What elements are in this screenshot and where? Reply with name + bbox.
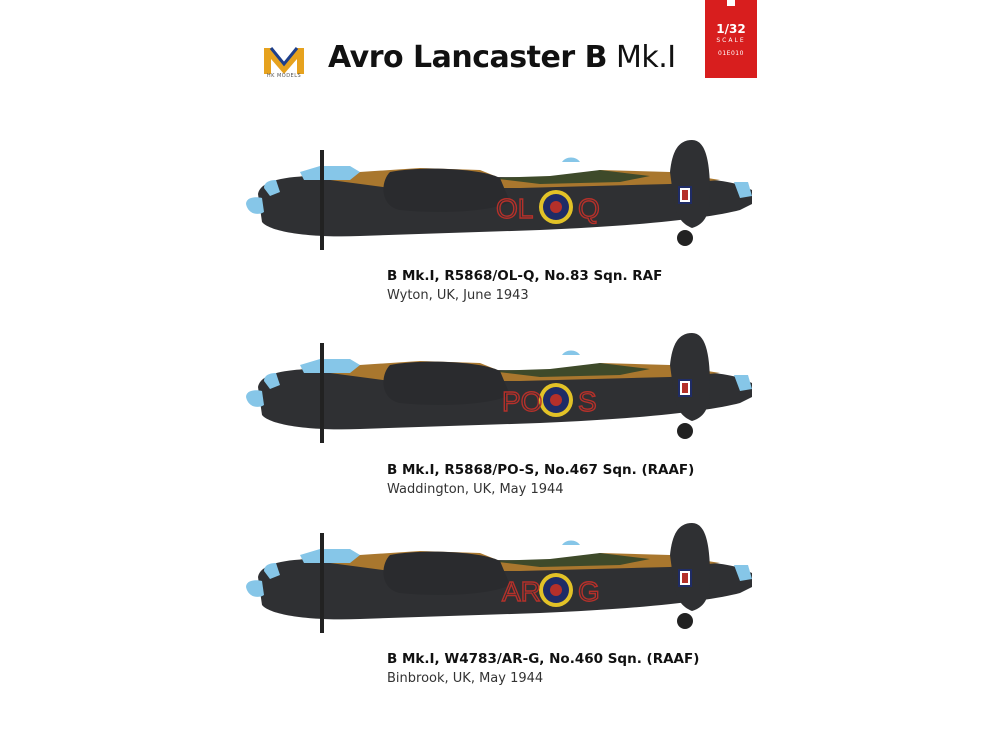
hk-models-logo: [262, 44, 306, 76]
code-left: PO: [502, 386, 543, 417]
scheme-location: Waddington, UK, May 1944: [387, 482, 564, 497]
code-right: Q: [578, 193, 600, 224]
caption-2: [387, 462, 694, 497]
title-bold: Avro Lancaster B: [328, 40, 607, 75]
badge-notch: [727, 0, 735, 6]
scheme-title: B Mk.I, R5868/OL-Q, No.83 Sqn. RAF: [387, 268, 663, 284]
code-left: OL: [496, 193, 534, 224]
aircraft-profile-3: [240, 515, 760, 635]
caption-3: [387, 651, 699, 686]
caption-1: [387, 268, 662, 303]
code-right: S: [578, 386, 597, 417]
brand-label: HK MODELS: [266, 73, 302, 79]
kit-code: 01E010: [718, 50, 744, 57]
scheme-title: B Mk.I, W4783/AR-G, No.460 Sqn. (RAAF): [387, 651, 700, 667]
aircraft-profile-2: [240, 325, 760, 445]
scale-value: 1/32: [716, 22, 746, 36]
aircraft-body: [246, 523, 752, 633]
scheme-location: Wyton, UK, June 1943: [387, 288, 529, 303]
scale-badge: [705, 0, 757, 78]
code-right: G: [578, 576, 600, 607]
page-title: [328, 40, 676, 75]
scheme-title: B Mk.I, R5868/PO-S, No.467 Sqn. (RAAF): [387, 462, 695, 478]
header: [0, 0, 1000, 110]
scheme-location: Binbrook, UK, May 1944: [387, 671, 544, 686]
aircraft-profile-1: [240, 132, 760, 252]
aircraft-body: [246, 333, 752, 443]
code-left: AR: [502, 576, 541, 607]
title-light: Mk.I: [616, 40, 676, 75]
scale-word: SCALE: [716, 37, 746, 44]
